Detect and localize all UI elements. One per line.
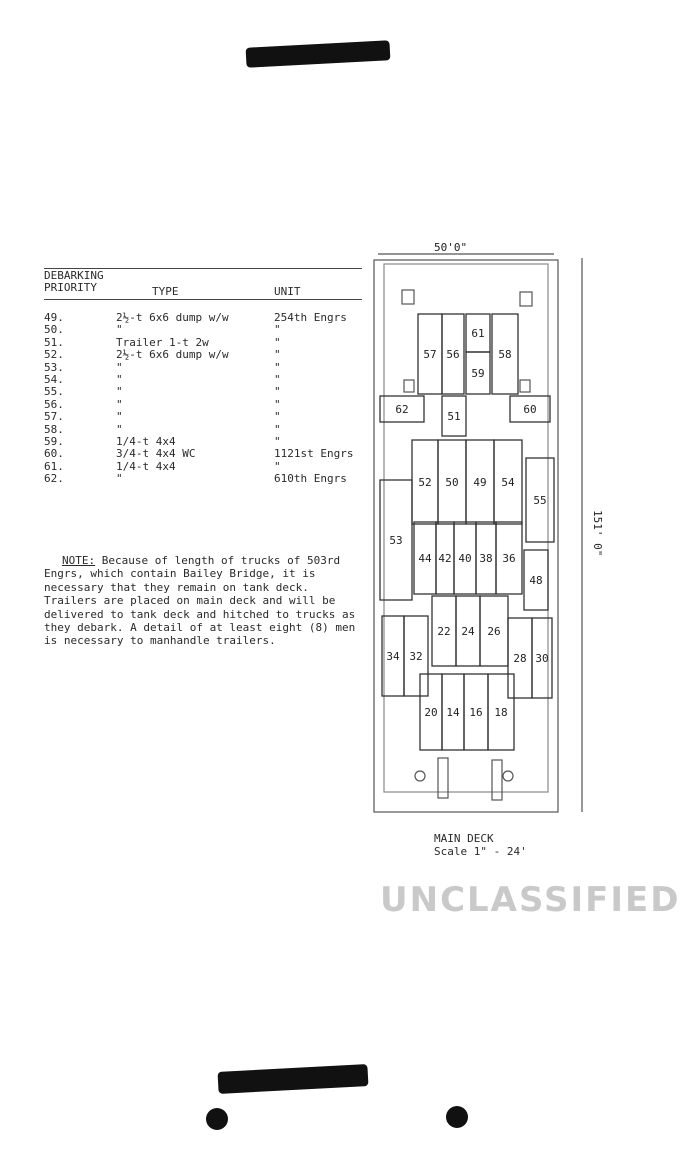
priority-cell: 54.	[44, 372, 64, 386]
type-cell: 1/4-t 4x4	[116, 434, 176, 448]
type-cell: "	[116, 397, 123, 411]
deck-caption	[434, 832, 527, 858]
vehicle-slot-label: 32	[409, 650, 423, 663]
vehicle-slot-label: 18	[494, 706, 508, 719]
vehicle-slot-label: 59	[471, 367, 485, 380]
unit-cell: "	[274, 397, 281, 411]
priority-cell: 55.	[44, 385, 64, 399]
table-row	[44, 386, 362, 398]
table-header	[44, 268, 362, 300]
vehicle-slot-label: 22	[437, 625, 451, 638]
table-row	[44, 362, 362, 374]
unit-cell: "	[274, 459, 281, 473]
unit-cell: 254th Engrs	[274, 311, 347, 324]
vehicle-slot-label: 26	[487, 625, 501, 638]
unit-cell: "	[274, 422, 281, 436]
vehicle-slot-label: 51	[447, 410, 461, 423]
redaction-bar-bottom	[218, 1064, 369, 1094]
vehicle-slot-label: 48	[529, 574, 543, 587]
vehicle-slot-label: 34	[386, 650, 400, 663]
type-cell: 2½-t 6x6 dump w/w	[116, 311, 229, 324]
priority-cell: 58.	[44, 422, 64, 436]
priority-cell: 50.	[44, 323, 64, 337]
debarking-table	[44, 268, 362, 485]
caption-title: MAIN DECK	[434, 832, 494, 845]
width-label: 50'0"	[434, 241, 468, 254]
priority-cell: 53.	[44, 360, 64, 374]
main-deck-diagram	[368, 240, 608, 820]
table-row	[44, 312, 362, 324]
table-row	[44, 349, 362, 361]
vehicle-slot-label: 20	[424, 706, 438, 719]
vehicle-slot-label: 57	[423, 348, 437, 361]
type-cell: 2½-t 6x6 dump w/w	[116, 348, 229, 362]
unit-cell: "	[274, 372, 281, 386]
vehicle-slot-label: 62	[395, 403, 409, 416]
type-cell: "	[116, 410, 123, 424]
vehicle-slot-label: 53	[389, 534, 403, 547]
declassification-stamp: UNCLASSIFIED	[380, 880, 681, 920]
header-priority	[44, 270, 104, 294]
vehicle-slot-label: 42	[438, 552, 452, 565]
header-unit: UNIT	[274, 285, 301, 298]
type-cell: Trailer 1-t 2w	[116, 335, 209, 349]
header-priority-line1: DEBARKING	[44, 269, 104, 282]
vehicle-slot-label: 55	[533, 494, 547, 507]
vehicle-slot-label: 61	[471, 327, 485, 340]
type-cell: "	[116, 372, 123, 386]
unit-cell: "	[274, 360, 281, 374]
header-type: TYPE	[152, 285, 179, 298]
priority-cell: 56.	[44, 397, 64, 411]
unit-cell: "	[274, 385, 281, 399]
table-row	[44, 374, 362, 386]
vehicle-slot-label: 60	[523, 403, 537, 416]
vehicle-slot-label: 16	[469, 706, 483, 719]
type-cell: "	[116, 360, 123, 374]
vehicle-slot-label: 44	[418, 552, 432, 565]
vehicle-slot-label: 30	[535, 652, 549, 665]
vehicle-slot-label: 38	[479, 552, 493, 565]
priority-cell: 51.	[44, 335, 64, 349]
type-cell: 1/4-t 4x4	[116, 459, 176, 473]
redaction-bar-top	[246, 40, 391, 68]
table-row	[44, 411, 362, 423]
vehicle-slot-label: 54	[501, 476, 515, 489]
vehicle-slot-label: 40	[458, 552, 472, 565]
vehicle-slot-label: 28	[513, 652, 527, 665]
note-paragraph	[44, 554, 366, 648]
vehicle-slot-label: 49	[473, 476, 487, 489]
punch-hole-left	[206, 1108, 228, 1130]
header-priority-line2: PRIORITY	[44, 281, 97, 294]
priority-cell: 62.	[44, 472, 64, 486]
unit-cell: "	[274, 410, 281, 424]
type-cell: "	[116, 385, 123, 399]
vehicle-slot-label: 56	[446, 348, 460, 361]
unit-cell: "	[274, 348, 281, 362]
note-label: NOTE:	[62, 554, 96, 567]
priority-cell: 52.	[44, 348, 64, 362]
caption-scale: Scale 1" - 24'	[434, 845, 527, 858]
type-cell: "	[116, 472, 123, 486]
vehicle-slot-label: 24	[461, 625, 475, 638]
priority-cell: 59.	[44, 434, 64, 448]
type-cell: 3/4-t 4x4 WC	[116, 447, 196, 461]
unit-cell: "	[274, 335, 281, 349]
table-row	[44, 448, 362, 460]
punch-hole-right	[446, 1106, 468, 1128]
unit-cell: "	[274, 323, 281, 337]
unit-cell: 1121st Engrs	[274, 447, 354, 461]
vehicle-slot-label: 36	[502, 552, 516, 565]
priority-cell: 49.	[44, 311, 64, 324]
vehicle-slot-label: 14	[446, 706, 460, 719]
length-label: 151' 0"	[591, 510, 604, 557]
unit-cell: 610th Engrs	[274, 472, 347, 486]
vehicle-slot-label: 50	[445, 476, 459, 489]
table-row	[44, 324, 362, 336]
priority-cell: 61.	[44, 459, 64, 473]
unit-cell: "	[274, 434, 281, 448]
table-rows	[44, 312, 362, 485]
table-row	[44, 424, 362, 436]
type-cell: "	[116, 323, 123, 337]
table-row	[44, 399, 362, 411]
type-cell: "	[116, 422, 123, 436]
vehicle-slot-label: 58	[498, 348, 512, 361]
priority-cell: 60.	[44, 447, 64, 461]
priority-cell: 57.	[44, 410, 64, 424]
vehicle-slot-label: 52	[418, 476, 432, 489]
table-row	[44, 473, 362, 485]
note-text: Because of length of trucks of 503rd Engrs, which contain Bailey Bridge, it is necessary that they remain on tank deck. Trailers are placed on main deck and will be delivered to tank deck and hitched to trucks as they debark. A detail of at least eight (8) men is necessary to manhandle trailers.	[44, 554, 356, 648]
